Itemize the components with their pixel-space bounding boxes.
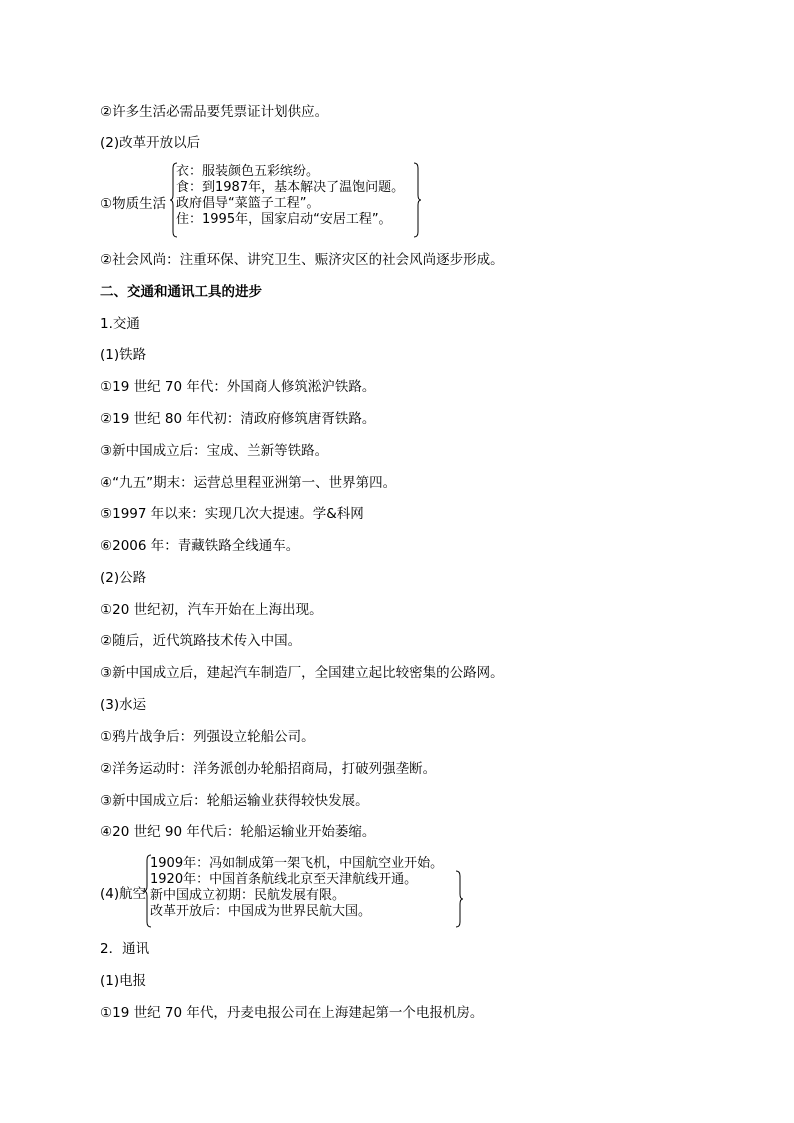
text-line: ①19 世纪 70 年代：外国商人修筑淞沪铁路。 — [100, 379, 376, 395]
text-line: ①19 世纪 70 年代，丹麦电报公司在上海建起第一个电报机房。 — [100, 1005, 484, 1021]
brace-item: 食：到1987年，基本解决了温饱问题。 — [176, 180, 405, 195]
text-line: ⑥2006 年：青藏铁路全线通车。 — [100, 538, 300, 554]
brace-label: (4)航空 — [100, 886, 147, 902]
brace-label: ①物质生活 — [100, 196, 167, 212]
right-brace — [413, 162, 421, 238]
text-line: (3)水运 — [100, 697, 147, 713]
brace-item: 衣：服装颜色五彩缤纷。 — [176, 164, 320, 179]
text-line: (2)改革开放以后 — [100, 135, 201, 151]
text-line: (1)电报 — [100, 973, 147, 989]
text-line: ②随后，近代筑路技术传入中国。 — [100, 633, 302, 649]
brace-item: 1909年：冯如制成第一架飞机，中国航空业开始。 — [150, 856, 444, 871]
brace-item: 1920年：中国首条航线北京至天津航线开通。 — [150, 872, 418, 887]
material-life-brace-group — [100, 160, 430, 240]
text-line: ③新中国成立后：宝成、兰新等铁路。 — [100, 443, 329, 459]
brace-item: 新中国成立初期：民航发展有限。 — [150, 888, 346, 903]
brace-item: 改革开放后：中国成为世界民航大国。 — [150, 904, 372, 919]
text-line: ①鸦片战争后：列强设立轮船公司。 — [100, 729, 315, 745]
text-line: ②许多生活必需品要凭票证计划供应。 — [100, 104, 329, 120]
brace-items — [176, 164, 404, 228]
text-line: ④20 世纪 90 年代后：轮船运输业开始萎缩。 — [100, 824, 376, 840]
text-line: (1)铁路 — [100, 347, 147, 363]
text-line: ②社会风尚：注重环保、讲究卫生、赈济灾区的社会风尚逐步形成。 — [100, 252, 504, 268]
text-line: ③新中国成立后：轮船运输业获得较快发展。 — [100, 793, 369, 809]
text-line: (2)公路 — [100, 570, 147, 586]
brace-item: 政府倡导“菜篮子工程”。 — [176, 196, 320, 211]
text-line: 1.交通 — [100, 316, 140, 332]
text-line: ③新中国成立后，建起汽车制造厂，全国建立起比较密集的公路网。 — [100, 665, 504, 681]
text-line: ①20 世纪初，汽车开始在上海出现。 — [100, 602, 323, 618]
aviation-brace-group — [100, 852, 470, 932]
text-line: ②洋务运动时：洋务派创办轮船招商局，打破列强垄断。 — [100, 761, 437, 777]
text-line: ②19 世纪 80 年代初：清政府修筑唐胥铁路。 — [100, 411, 376, 427]
brace-items — [150, 856, 443, 920]
section-heading: 二、交通和通讯工具的进步 — [100, 284, 262, 300]
text-line: 2．通讯 — [100, 941, 150, 957]
right-brace — [455, 870, 463, 928]
brace-item: 住：1995年，国家启动“安居工程”。 — [176, 212, 392, 227]
text-line: ④“九五”期末：运营总里程亚洲第一、世界第四。 — [100, 475, 397, 491]
text-line: ⑤1997 年以来：实现几次大提速。学&科网 — [100, 506, 364, 522]
